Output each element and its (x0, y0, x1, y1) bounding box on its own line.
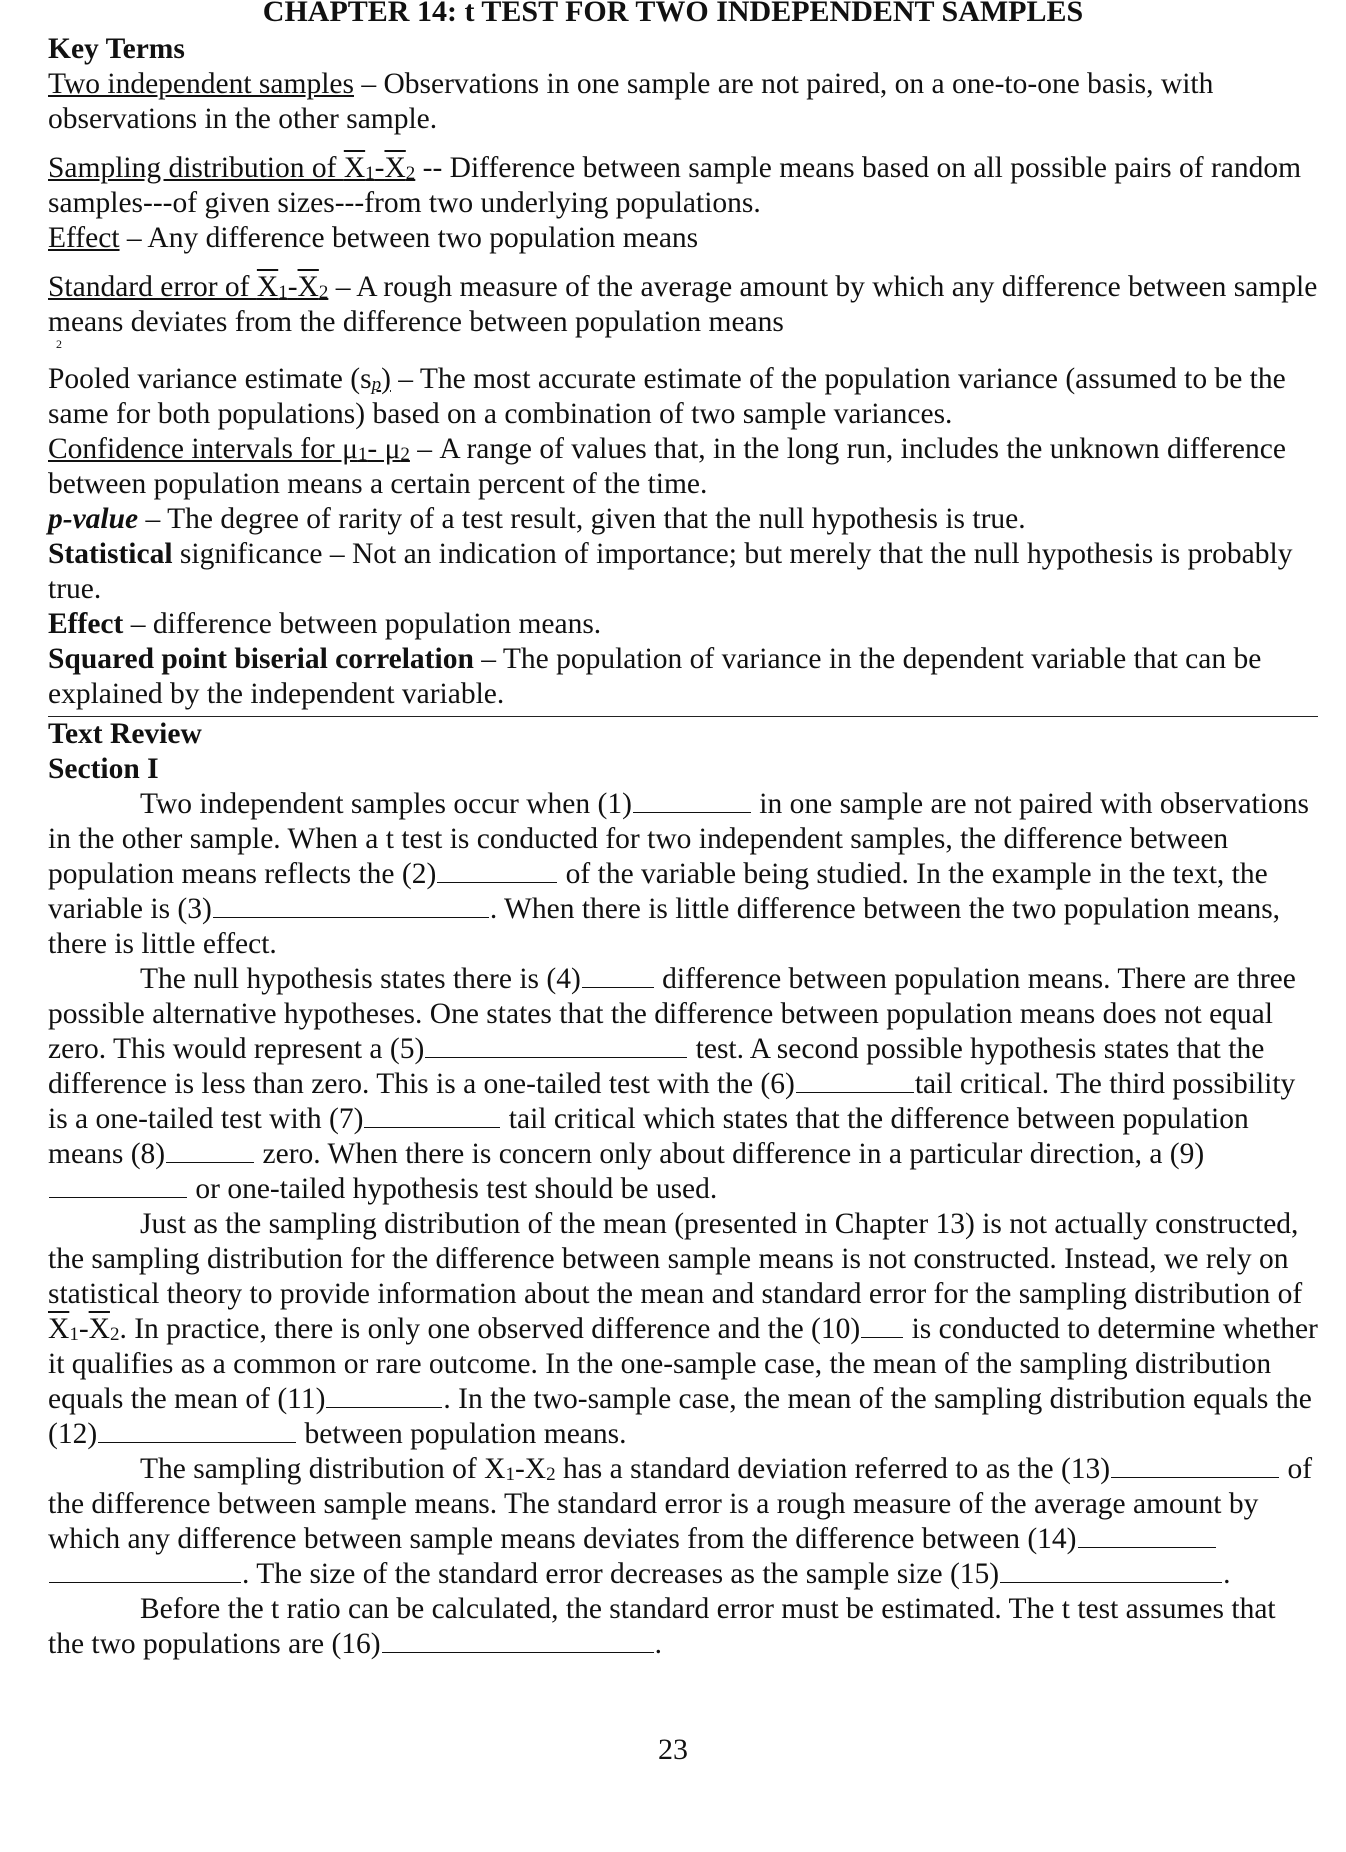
minus-sign: - (287, 271, 298, 303)
x-bar-symbol: X (384, 152, 406, 184)
x-bar-symbol: $\overline{X}$ (48, 1313, 70, 1345)
paragraph-text: Just as the sampling distribution of the mean (presented in Chapter 13) is not actually constructed, the sampling distribution for the difference between sample means is not constructed. Instead, we rely on statistical theory to provide information about the mean and standard error for the sampling distribution of (48, 1208, 1303, 1310)
page-content (48, 32, 1318, 1662)
page-number: 23 (658, 1733, 688, 1766)
answer-blank-2[interactable] (437, 858, 557, 883)
subscript: 2 (400, 444, 410, 465)
mu-symbol: - μ (367, 433, 401, 465)
key-term-effect (48, 221, 1318, 256)
answer-blank-7[interactable] (364, 1103, 500, 1128)
x-bar-symbol: X (343, 152, 366, 184)
x-bar-symbol: $\overline{X}$ (88, 1313, 110, 1345)
subscript: 1 (365, 163, 375, 184)
answer-blank-4[interactable] (582, 963, 654, 988)
term-definition: -- Difference between sample means based on all possible pairs of random samples---of given sizes---from two underlying populations. (48, 152, 1302, 219)
term-definition: – The degree of rarity of a test result, given that the null hypothesis is true. (138, 503, 1026, 535)
superscript-two: 2 (56, 337, 62, 351)
term-label: p-value (48, 503, 139, 535)
chapter-title: CHAPTER 14: t TEST FOR TWO INDEPENDENT SAMPLES (262, 0, 1084, 28)
answer-blank-15[interactable] (1000, 1558, 1222, 1583)
answer-blank-10[interactable] (861, 1313, 903, 1338)
paragraph-text: . The size of the standard error decreases as the sample size (15) (242, 1558, 1000, 1590)
subscript: 2 (318, 282, 329, 303)
term-definition: – difference between population means. (123, 608, 602, 640)
answer-blank-16[interactable] (382, 1628, 654, 1653)
answer-blank-9[interactable] (49, 1173, 187, 1198)
answer-blank-5[interactable] (425, 1033, 687, 1058)
answer-blank-8[interactable] (166, 1138, 254, 1163)
answer-blank-6[interactable] (796, 1068, 914, 1093)
key-term-effect-2 (48, 607, 1318, 642)
paragraph-text: difference between population means. There are three possible alternative hypotheses. One states that the difference between population means does not equal zero. This would represent a (5) (48, 963, 1296, 1065)
term-label: Effect (48, 222, 120, 254)
term-definition: – The population of variance in the dependent variable that can be explained by the independent variable. (48, 643, 1262, 710)
paragraph-text: is conducted to determine whether it qualifies as a common or rare outcome. In the one-sample case, the mean of the sampling distribution equals the mean of (11) (48, 1313, 1318, 1415)
subscript: 2 (405, 163, 416, 184)
paragraph-text: tail critical. The third possibility is a one-tailed test with (7) (48, 1068, 1296, 1135)
subscript: 1 (69, 1324, 79, 1345)
term-definition: – The most accurate estimate of the population variance (assumed to be the same for both populations) based on a combination of two sample variances. (48, 363, 1286, 430)
closing-paren: ) (381, 363, 391, 395)
subscript: 2 (546, 1464, 556, 1485)
s-squared-symbol (48, 337, 372, 397)
key-term-pooled-variance (48, 337, 1318, 432)
term-label (48, 433, 410, 465)
x-bar-symbol: X (256, 271, 279, 303)
subscript: 1 (357, 444, 368, 465)
term-label-text: Confidence intervals for μ (48, 433, 358, 465)
key-term-point-biserial (48, 642, 1318, 712)
key-term-p-value (48, 502, 1318, 537)
answer-blank-14a[interactable] (1078, 1523, 1216, 1548)
paragraph-text: The null hypothesis states there is (4) (140, 963, 581, 995)
paragraph-text: . In practice, there is only one observed difference and the (10) (119, 1313, 861, 1345)
answer-blank-12[interactable] (98, 1418, 296, 1443)
term-label (48, 271, 328, 303)
paragraph-text: of the difference between sample means. The standard error is a rough measure of the average amount by which any difference between sample means deviates from the difference between (14) (48, 1453, 1313, 1555)
x-bar-symbol: X (297, 271, 319, 303)
review-paragraph-4 (48, 1452, 1318, 1592)
key-term-statistical-significance (48, 537, 1318, 607)
term-definition: – Any difference between two population means (119, 222, 699, 254)
paragraph-text: Before the t ratio can be calculated, the standard error must be estimated. The t test assumes that the two populations are (16) (48, 1593, 1276, 1660)
text-review-heading: Text Review (48, 718, 202, 750)
section-heading: Section I (48, 753, 159, 785)
term-label: Two independent samples (48, 68, 354, 100)
term-label-text: Sampling distribution of (48, 152, 344, 184)
term-label: Effect (48, 608, 124, 640)
paragraph-text: of the variable being studied. In the example in the text, the variable is (3) (48, 858, 1268, 925)
paragraph-text: between population means. (297, 1418, 627, 1450)
minus-sign: - (78, 1313, 89, 1345)
paragraph-text: The sampling distribution of X (140, 1453, 506, 1485)
key-term-confidence-intervals (48, 432, 1318, 502)
term-label (48, 337, 391, 395)
term-label-text: Pooled variance estimate (s (48, 363, 372, 395)
key-term-sampling-distribution (48, 151, 1318, 221)
term-label: Statistical (48, 538, 173, 570)
paragraph-text: Two independent samples occur when (1) (140, 788, 632, 820)
review-paragraph-5 (48, 1592, 1318, 1662)
paragraph-text: or one-tailed hypothesis test should be used. (188, 1173, 718, 1205)
paragraph-text: test. A second possible hypothesis states that the difference is less than zero. This is a one-tailed test with the (6) (48, 1033, 1265, 1100)
paragraph-text: . (1223, 1558, 1231, 1590)
term-definition: – Observations in one sample are not paired, on a one-to-one basis, with observations in the other sample. (48, 68, 1214, 135)
term-label (48, 152, 415, 184)
review-paragraph-3 (48, 1207, 1318, 1452)
answer-blank-3[interactable] (213, 893, 489, 918)
paragraph-text: tail critical which states that the difference between population means (8) (48, 1103, 1249, 1170)
answer-blank-13[interactable] (1111, 1453, 1279, 1478)
minus-sign: - (374, 152, 385, 184)
key-term-two-independent-samples (48, 67, 1318, 137)
paragraph-text: . When there is little difference between the two population means, there is little effect. (48, 893, 1281, 960)
subscript: 1 (505, 1464, 515, 1485)
term-definition: significance – Not an indication of importance; but merely that the null hypothesis is probably true. (48, 538, 1293, 605)
term-definition: – A rough measure of the average amount by which any difference between sample means deviates from the difference between population means (48, 271, 1318, 338)
subscript: 1 (278, 282, 288, 303)
key-term-standard-error (48, 270, 1318, 340)
paragraph-text: in one sample are not paired with observations in the other sample. When a t test is conducted for two independent samples, the difference between population means reflects the (2) (48, 788, 1309, 890)
answer-blank-14b[interactable] (49, 1558, 241, 1583)
term-label-text: Standard error of (48, 271, 257, 303)
paragraph-text: . (654, 1628, 662, 1660)
review-paragraph-2 (48, 962, 1318, 1207)
key-terms-heading: Key Terms (48, 33, 185, 65)
paragraph-text: zero. When there is concern only about difference in a particular direction, a (9) (255, 1138, 1205, 1170)
term-definition: – A range of values that, in the long run, includes the unknown difference between population means a certain percent of the time. (48, 433, 1286, 500)
paragraph-text: . In the two-sample case, the mean of the sampling distribution equals the (12) (48, 1383, 1312, 1450)
answer-blank-1[interactable] (633, 788, 751, 813)
answer-blank-11[interactable] (326, 1383, 442, 1408)
minus-sign: -X (514, 1453, 547, 1485)
review-paragraph-1 (48, 787, 1318, 962)
subscript-p: p (371, 374, 382, 395)
term-label: Squared point biserial correlation (48, 643, 474, 675)
paragraph-text: has a standard deviation referred to as the (13) (555, 1453, 1111, 1485)
subscript: 2 (109, 1324, 120, 1345)
